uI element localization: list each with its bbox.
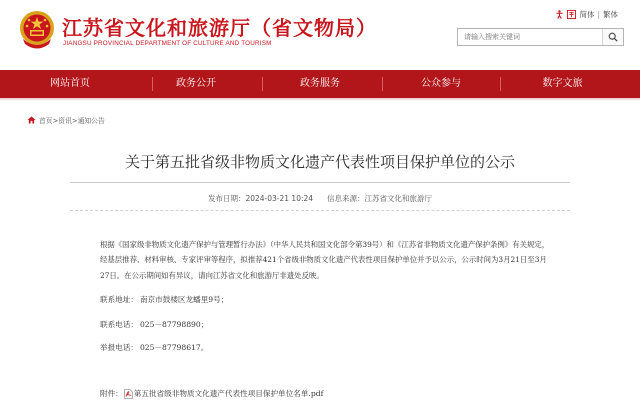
address-value: 南京市鼓楼区龙蟠里9号； xyxy=(139,295,229,304)
breadcrumb-path[interactable]: 首页>资讯>通知公告 xyxy=(39,117,105,125)
accessibility-icon[interactable] xyxy=(555,10,564,19)
simplified-link[interactable]: 简体 xyxy=(579,10,595,19)
search-button[interactable] xyxy=(602,29,623,45)
search-icon xyxy=(608,32,618,42)
article-meta xyxy=(0,193,640,204)
source-label: 信息来源： xyxy=(327,194,365,203)
meta-divider xyxy=(70,210,570,211)
home-icon xyxy=(27,116,36,124)
search-box xyxy=(457,28,624,46)
nav-item-digital-tourism[interactable]: 数字文旅 xyxy=(542,78,583,89)
separator: | xyxy=(597,10,600,19)
pdf-file-icon xyxy=(124,389,133,399)
traditional-link[interactable]: 繁体 xyxy=(603,10,618,19)
nav-item-gov-service[interactable]: 政务服务 xyxy=(300,78,340,89)
national-emblem-icon xyxy=(18,9,56,51)
published-date: 2024-03-21 10:24 xyxy=(245,194,314,203)
report-phone xyxy=(100,342,208,353)
contact-phone xyxy=(100,319,208,330)
main-nav xyxy=(0,70,640,98)
attachment-label: 附件： xyxy=(100,389,123,398)
breadcrumb xyxy=(27,115,105,125)
site-subtitle: JIANGSU PROVINCIAL DEPARTMENT OF CULTURE AND TOURISM xyxy=(63,40,272,47)
site-header xyxy=(0,0,640,66)
title-divider xyxy=(70,182,570,183)
nav-shadow xyxy=(0,98,640,101)
article-title: 关于第五批省级非物质文化遗产代表性项目保护单位的公示 xyxy=(124,153,515,171)
address-label: 联系地址： xyxy=(100,295,138,304)
phone-value: 025－87798890； xyxy=(139,320,209,329)
report-value: 025－87798617。 xyxy=(139,343,209,352)
source-value: 江苏省文化和旅游厅 xyxy=(364,194,433,203)
simplified-chinese-icon xyxy=(567,10,576,19)
site-title: 江苏省文化和旅游厅（省文物局） xyxy=(62,16,377,40)
nav-item-public-participation[interactable]: 公众参与 xyxy=(421,78,461,89)
contact-address xyxy=(100,294,228,305)
nav-item-gov-info[interactable]: 政务公开 xyxy=(176,78,216,89)
article-paragraph: 根据《国家级非物质文化遗产保护与管理暂行办法》（中华人民共和国文化部令第39号）和《江苏省非物质文化遗产保护条例》有关规定，经基层推荐、材料审核、专家评审等程序，拟推荐421个省级非物质文化遗产代表性项目保护单位并予以公示，公示时间为3月21日至3月27日。在公示期间如有异议，请向江苏省文化和旅游厅非遗处反映。 xyxy=(100,240,550,280)
attachment xyxy=(100,388,323,399)
report-label: 举报电话： xyxy=(100,343,138,352)
nav-item-home[interactable]: 网站首页 xyxy=(50,78,90,89)
search-input[interactable] xyxy=(458,29,604,45)
phone-label: 联系电话： xyxy=(100,320,138,329)
top-links xyxy=(555,9,618,20)
published-label: 发布日期： xyxy=(207,194,246,203)
attachment-link[interactable]: 第五批省级非物质文化遗产代表性项目保护单位名单.pdf xyxy=(133,389,324,398)
